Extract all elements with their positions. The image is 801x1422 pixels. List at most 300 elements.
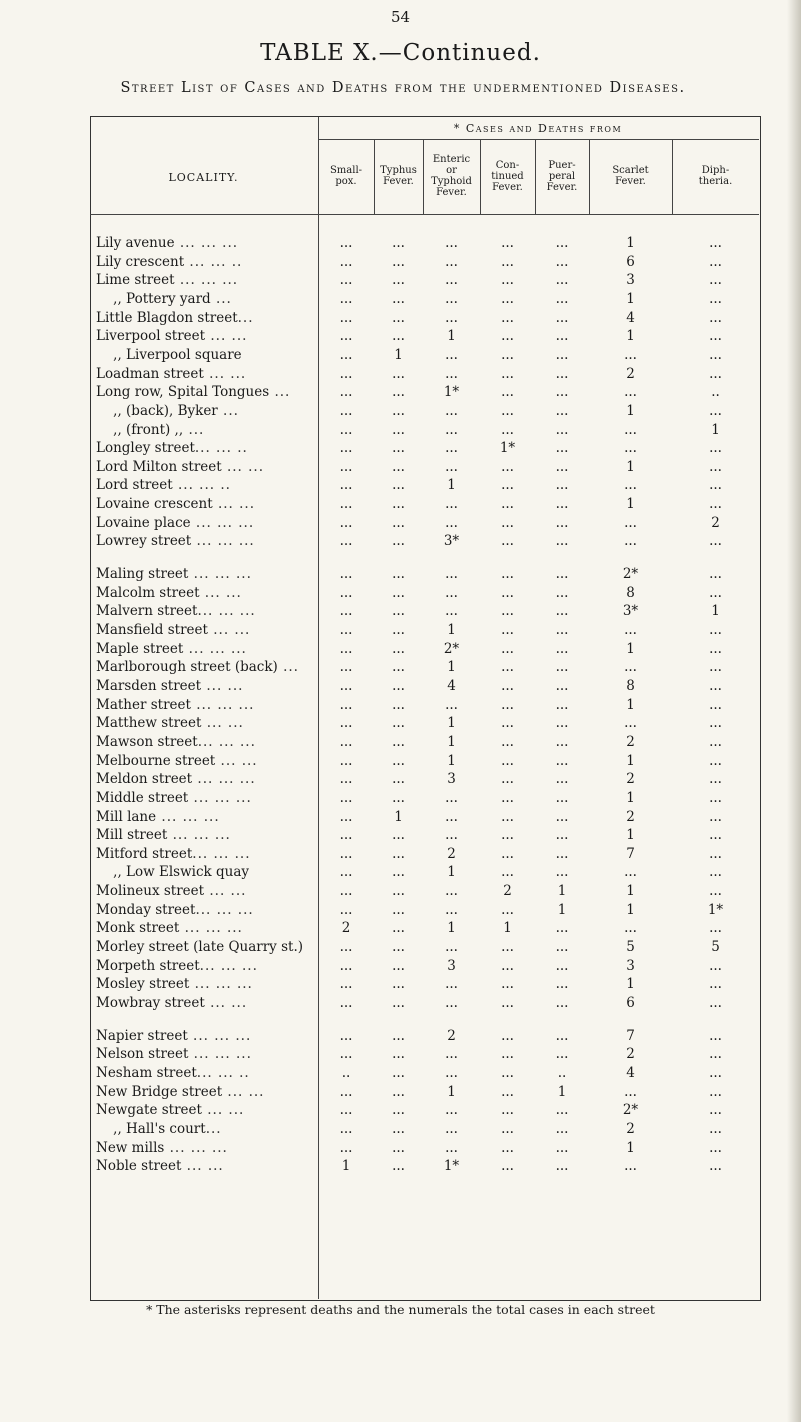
cell-col-4: ... (555, 696, 569, 713)
cell-col-3: ... (501, 384, 514, 401)
footnote: * The asterisks represent deaths and the numerals the total cases in each street (146, 1302, 655, 1317)
leader-dots: ... (205, 1120, 222, 1137)
cell-col-1: ... (392, 901, 405, 918)
cell-col-5: ... (624, 514, 637, 531)
locality-name: New Bridge street ... ... (96, 1083, 265, 1100)
cell-col-3: ... (501, 477, 514, 494)
table-row (0, 515, 801, 535)
cell-col-4: ... (555, 253, 569, 270)
locality-name: Meldon street ... ... ... (96, 771, 256, 788)
cell-col-0: ... (339, 566, 353, 583)
cell-col-6: ... (709, 733, 722, 750)
cell-col-1: ... (392, 995, 405, 1011)
leader-dots: ... ... (204, 995, 248, 1011)
cell-col-5: 2 (626, 365, 635, 382)
cell-col-2: ... (445, 827, 458, 844)
locality-name: Mitford street... ... ... (96, 845, 251, 862)
cell-col-0: 1 (341, 1158, 351, 1175)
cell-col-5: 1 (626, 1139, 635, 1156)
locality-name: Mill lane ... ... ... (96, 808, 220, 825)
table-row (0, 235, 801, 255)
column-header-2: Enteric or Typhoid Fever. (431, 154, 472, 198)
leader-dots: ... ... ... (190, 514, 255, 531)
leader-dots: ... ... ... (179, 920, 243, 937)
table-row (0, 1046, 801, 1066)
cell-col-6: ... (709, 677, 722, 694)
cell-col-6: ... (709, 458, 722, 475)
locality-name: Nelson street ... ... ... (96, 1046, 252, 1063)
cell-col-4: 1 (557, 1083, 567, 1100)
locality-name: Mawson street... ... ... (96, 733, 256, 750)
cell-col-5: 2 (626, 1120, 635, 1137)
cell-col-6: ... (709, 752, 722, 769)
cell-col-6: ... (709, 272, 722, 289)
table-row (0, 827, 801, 847)
cell-col-1: ... (392, 235, 405, 251)
leader-dots: ... ... ... (192, 771, 256, 788)
table-row (0, 995, 801, 1015)
cell-col-0: ... (339, 789, 353, 806)
cell-col-0: ... (339, 290, 353, 307)
cell-col-5: ... (624, 477, 637, 494)
cell-col-6: ... (709, 659, 722, 676)
leader-dots: ... ... ... (156, 808, 220, 825)
cell-col-5: 1 (626, 496, 635, 513)
cell-col-1: ... (392, 920, 405, 937)
cell-col-0: ... (339, 939, 353, 956)
table-row (0, 771, 801, 791)
table-row (0, 347, 801, 367)
cell-col-2: 1 (447, 920, 456, 937)
cell-col-3: ... (501, 496, 514, 513)
cell-col-1: ... (392, 272, 405, 289)
cell-col-2: 3* (443, 533, 460, 550)
leader-dots: ... ... ... (189, 976, 253, 993)
locality-name: Morpeth street... ... ... (96, 957, 258, 974)
cell-col-2: ... (445, 365, 458, 382)
cell-col-1: ... (392, 440, 405, 457)
cell-col-4: .. (557, 1064, 567, 1081)
cell-col-3: ... (501, 1027, 514, 1044)
locality-name: Lord street ... ... .. (96, 477, 231, 494)
cell-col-3: ... (501, 677, 514, 694)
cell-col-6: ... (709, 328, 722, 345)
cell-col-3: ... (501, 995, 514, 1011)
table-row (0, 697, 801, 717)
cell-col-4: ... (555, 845, 569, 862)
cell-col-4: ... (555, 1158, 569, 1175)
table-row (0, 976, 801, 996)
cell-col-4: ... (555, 272, 569, 289)
locality-name: Mansfield street ... ... (96, 622, 251, 638)
table-row (0, 272, 801, 292)
cell-col-5: 1 (626, 827, 635, 844)
cell-col-1: ... (392, 421, 405, 438)
cell-col-3: ... (501, 402, 514, 419)
cell-col-5: 4 (626, 1064, 635, 1081)
cell-col-2: 1 (447, 1083, 456, 1100)
cell-col-6: ... (709, 1139, 722, 1156)
locality-name: ,, Hall's court... (96, 1120, 222, 1137)
cell-col-2: 2 (447, 845, 456, 862)
table-row (0, 496, 801, 516)
cell-col-6: ... (709, 995, 722, 1011)
cell-col-2: ... (445, 421, 458, 438)
column-header-6: Diph- theria. (698, 165, 733, 187)
cell-col-0: ... (339, 715, 353, 732)
cell-col-0: ... (339, 845, 353, 862)
cell-col-5: ... (624, 622, 637, 638)
table-row (0, 477, 801, 497)
cell-col-0: ... (339, 752, 353, 769)
cell-col-3: ... (501, 533, 514, 550)
cell-col-2: ... (445, 440, 458, 457)
cell-col-1: ... (392, 1083, 405, 1100)
locality-name: Newgate street ... ... (96, 1102, 245, 1119)
cell-col-5: 1 (626, 752, 635, 769)
leader-dots: ... ... ... (192, 845, 251, 862)
cell-col-4: ... (555, 440, 569, 457)
cell-col-2: ... (445, 603, 458, 620)
cell-col-2: 2 (447, 1027, 456, 1044)
column-header-3: Con- tinued Fever. (491, 159, 524, 193)
cell-col-1: ... (392, 864, 405, 881)
leader-dots: ... ... ... (164, 1139, 228, 1156)
cell-col-6: ... (709, 1027, 722, 1044)
cell-col-2: 1 (447, 715, 456, 732)
cell-col-4: ... (555, 1139, 569, 1156)
cell-col-0: ... (339, 677, 353, 694)
cell-col-4: ... (555, 677, 569, 694)
cell-col-1: 1 (394, 346, 403, 363)
cell-col-0: ... (339, 1027, 353, 1044)
cell-col-3: ... (501, 365, 514, 382)
leader-dots: ... (183, 421, 205, 438)
cell-col-4: ... (555, 622, 569, 638)
cell-col-1: ... (392, 1046, 405, 1063)
cell-col-0: ... (339, 421, 353, 438)
cell-col-3: 1* (499, 440, 516, 457)
table-row (0, 920, 801, 940)
table-row (0, 753, 801, 773)
cell-col-4: ... (555, 477, 569, 494)
cell-col-4: ... (555, 939, 569, 956)
cell-col-6: ... (709, 584, 722, 601)
table-row (0, 1102, 801, 1122)
cell-col-3: ... (501, 1102, 514, 1119)
table-row (0, 459, 801, 479)
cell-col-6: ... (709, 1083, 722, 1100)
cell-col-5: 1 (626, 883, 635, 900)
locality-name: Napier street ... ... ... (96, 1027, 252, 1044)
cell-col-2: ... (445, 1120, 458, 1137)
table-row (0, 1084, 801, 1104)
leader-dots: ... ... (205, 328, 248, 345)
cell-col-2: 4 (447, 677, 456, 694)
table-row (0, 533, 801, 553)
cell-col-1: ... (392, 976, 405, 993)
cell-col-1: ... (392, 659, 405, 676)
cell-col-1: ... (392, 309, 405, 326)
cell-col-6: 1* (707, 901, 724, 918)
cell-col-4: ... (555, 827, 569, 844)
cell-col-0: ... (339, 440, 353, 457)
cell-col-0: ... (339, 995, 353, 1011)
table-row (0, 659, 801, 679)
table-row (0, 254, 801, 274)
cell-col-3: ... (501, 640, 514, 657)
cell-col-0: ... (339, 584, 353, 601)
cell-col-2: ... (445, 883, 458, 900)
cell-col-6: ... (709, 883, 722, 900)
cell-col-0: ... (339, 346, 353, 363)
cell-col-1: ... (392, 677, 405, 694)
cell-col-6: ... (709, 1120, 722, 1137)
cell-col-2: ... (445, 496, 458, 513)
cell-col-1: ... (392, 496, 405, 513)
cell-col-6: ... (709, 715, 722, 732)
cell-col-1: ... (392, 622, 405, 638)
leader-dots: ... ... ... (188, 1046, 252, 1063)
table-row (0, 328, 801, 348)
table-row (0, 310, 801, 330)
cell-col-1: ... (392, 939, 405, 956)
cell-col-2: 1 (447, 622, 456, 638)
leader-dots: ... ... .. (196, 1064, 250, 1081)
cell-col-0: ... (339, 384, 353, 401)
cell-col-2: ... (445, 1046, 458, 1063)
cell-col-2: 1* (443, 384, 460, 401)
leader-dots: ... ... (204, 883, 247, 900)
column-header-5: Scarlet Fever. (612, 165, 649, 187)
locality-name: Lovaine crescent ... ... (96, 496, 256, 513)
locality-name: Melbourne street ... ... (96, 752, 258, 769)
leader-dots: ... (217, 402, 239, 419)
cell-col-4: ... (555, 1027, 569, 1044)
cell-col-6: ... (709, 976, 722, 993)
cell-col-5: ... (624, 864, 637, 881)
leader-dots: ... ... (212, 496, 256, 513)
leader-dots: ... ... ... (199, 957, 258, 974)
cell-col-4: ... (555, 402, 569, 419)
table-row (0, 1140, 801, 1160)
cell-col-0: 2 (341, 920, 351, 937)
table-row (0, 641, 801, 661)
cell-col-0: ... (339, 1139, 353, 1156)
cell-col-4: ... (555, 309, 569, 326)
locality-name: New mills ... ... ... (96, 1139, 228, 1156)
cell-col-2: ... (445, 402, 458, 419)
cell-col-2: 1* (443, 1158, 460, 1175)
cell-col-0: ... (339, 533, 353, 550)
leader-dots: ... ... (207, 622, 251, 638)
cell-col-4: ... (555, 789, 569, 806)
cell-col-6: ... (709, 477, 722, 494)
table-row (0, 734, 801, 754)
locality-name: Mill street ... ... ... (96, 827, 231, 844)
cell-col-6: ... (709, 696, 722, 713)
cell-col-2: ... (445, 514, 458, 531)
table-row (0, 291, 801, 311)
cell-col-6: 2 (711, 514, 720, 531)
leader-dots: ... ... ... (188, 566, 252, 583)
cell-col-0: ... (339, 976, 353, 993)
cell-col-2: ... (445, 584, 458, 601)
cell-col-4: ... (555, 496, 569, 513)
leader-dots: ... ... .. (194, 440, 248, 457)
leader-dots: ... ... (215, 752, 258, 769)
cell-col-4: ... (555, 957, 569, 974)
leader-dots: ... (277, 659, 299, 676)
locality-name: Lowrey street ... ... ... (96, 533, 255, 550)
cell-col-6: ... (709, 1158, 722, 1175)
cell-col-5: 3* (622, 603, 639, 620)
cell-col-1: ... (392, 771, 405, 788)
cell-col-3: ... (501, 328, 514, 345)
cell-col-0: ... (339, 883, 353, 900)
cell-col-0: ... (339, 771, 353, 788)
cell-col-1: ... (392, 1158, 405, 1175)
cell-col-5: 1 (626, 328, 635, 345)
leader-dots: ... ... (201, 677, 244, 694)
header-rule (318, 139, 759, 140)
table-row (0, 566, 801, 586)
table-row (0, 1028, 801, 1048)
table-row (0, 1121, 801, 1141)
cell-col-6: ... (709, 640, 722, 657)
leader-dots: ... ... ... (197, 603, 256, 620)
cell-col-2: 3 (447, 771, 456, 788)
cell-col-5: 1 (626, 789, 635, 806)
cell-col-3: ... (501, 346, 514, 363)
cell-col-3: ... (501, 309, 514, 326)
cell-col-3: ... (501, 1046, 514, 1063)
cell-col-6: ... (709, 827, 722, 844)
cell-col-3: ... (501, 939, 514, 956)
table-row (0, 809, 801, 829)
column-divider (589, 140, 590, 215)
cell-col-1: ... (392, 1139, 405, 1156)
column-header-1: Typhus Fever. (380, 165, 417, 187)
leader-dots: ... ... (222, 1083, 265, 1100)
cell-col-5: 6 (626, 995, 635, 1011)
cell-col-6: .. (711, 384, 720, 401)
cell-col-3: ... (501, 715, 514, 732)
cell-col-2: ... (445, 235, 458, 251)
column-header-0: Small- pox. (329, 165, 363, 187)
cell-col-4: 1 (557, 901, 567, 918)
cell-col-1: ... (392, 789, 405, 806)
cell-col-3: ... (501, 808, 514, 825)
locality-name: Molineux street ... ... (96, 883, 247, 900)
cell-col-1: ... (392, 827, 405, 844)
cell-col-4: ... (555, 715, 569, 732)
cell-col-3: ... (501, 789, 514, 806)
leader-dots: ... ... (203, 365, 247, 382)
cell-col-2: ... (445, 566, 458, 583)
cell-col-2: ... (445, 696, 458, 713)
locality-name: Little Blagdon street... (96, 309, 254, 326)
cell-col-4: ... (555, 584, 569, 601)
cell-col-4: 1 (557, 883, 567, 900)
cell-col-2: ... (445, 1064, 458, 1081)
cell-col-2: 1 (447, 477, 456, 494)
cell-col-0: ... (339, 808, 353, 825)
cell-col-6: ... (709, 808, 722, 825)
table-row (0, 622, 801, 642)
cell-col-3: ... (501, 976, 514, 993)
leader-dots: ... ... .. (184, 253, 243, 270)
leader-dots: ... ... (181, 1158, 224, 1175)
column-divider (672, 140, 673, 215)
cell-col-2: ... (445, 808, 458, 825)
cell-col-1: ... (392, 883, 405, 900)
cell-col-0: ... (339, 603, 353, 620)
locality-name: Malvern street... ... ... (96, 603, 256, 620)
cell-col-4: ... (555, 640, 569, 657)
table-title: TABLE X.—Continued. (260, 40, 541, 66)
cell-col-0: ... (339, 253, 353, 270)
cell-col-1: 1 (394, 808, 403, 825)
cell-col-0: ... (339, 901, 353, 918)
cell-col-2: ... (445, 458, 458, 475)
locality-name: Nesham street... ... .. (96, 1064, 250, 1081)
cell-col-6: 1 (711, 603, 720, 620)
cell-col-6: ... (709, 533, 722, 550)
leader-dots: ... ... ... (187, 1027, 252, 1044)
cell-col-3: 1 (503, 920, 512, 937)
locality-name: Liverpool street ... ... (96, 328, 248, 345)
cell-col-6: ... (709, 920, 722, 937)
locality-name: Marlborough street (back) ... (96, 659, 299, 676)
locality-header: LOCALITY. (168, 171, 239, 184)
table-row (0, 939, 801, 959)
cell-col-4: ... (555, 235, 569, 251)
locality-name: ,, Low Elswick quay (96, 864, 249, 881)
cell-col-1: ... (392, 477, 405, 494)
cell-col-5: ... (624, 920, 637, 937)
cell-col-2: 3 (447, 957, 456, 974)
locality-name: Noble street ... ... (96, 1158, 224, 1175)
cell-col-1: ... (392, 603, 405, 620)
cell-col-1: ... (392, 845, 405, 862)
cell-col-4: ... (555, 995, 569, 1011)
column-divider (535, 140, 536, 215)
cell-col-0: ... (339, 733, 353, 750)
locality-name: Lord Milton street ... ... (96, 458, 265, 475)
cell-col-5: 1 (626, 235, 635, 251)
cell-col-4: ... (555, 421, 569, 438)
cell-col-3: ... (501, 603, 514, 620)
locality-name: Monk street ... ... ... (96, 920, 243, 937)
cell-col-1: ... (392, 533, 405, 550)
leader-dots: ... (269, 384, 291, 401)
cell-col-3: ... (501, 659, 514, 676)
cell-col-2: 2* (443, 640, 460, 657)
cell-col-5: 5 (626, 939, 635, 956)
cell-col-1: ... (392, 384, 405, 401)
cell-col-5: 4 (626, 309, 635, 326)
cell-col-1: ... (392, 290, 405, 307)
cell-col-3: ... (501, 696, 514, 713)
leader-dots: ... (237, 309, 254, 326)
cell-col-4: ... (555, 1102, 569, 1119)
leader-dots: ... ... .. (172, 477, 231, 494)
leader-dots: ... ... (201, 715, 244, 732)
cell-col-4: ... (555, 328, 569, 345)
cell-col-2: 1 (447, 659, 456, 676)
cell-col-6: ... (709, 957, 722, 974)
